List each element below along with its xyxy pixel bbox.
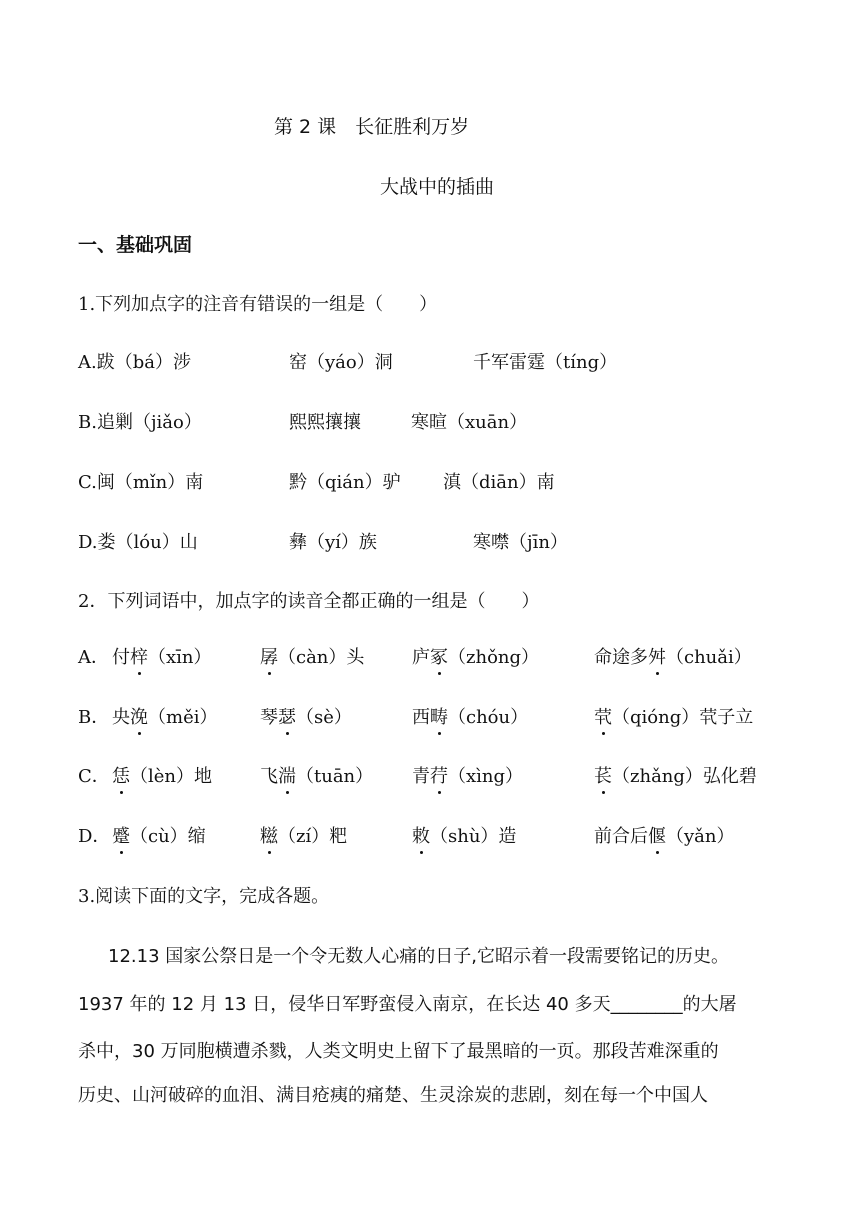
option-c-item-1: C.闽（mǐn）南: [78, 472, 204, 493]
dotted-char: 茕: [594, 707, 612, 728]
passage-line-2: 1937 年的 12 月 13 日，侵华日军野蛮侵入南京，在长达 40 多天________的大屠: [78, 994, 737, 1015]
lesson-title: 第 2 课 长征胜利万岁: [274, 116, 470, 138]
word-item: 敕（shù）造: [412, 826, 517, 847]
option-c-item-2: 黔（qián）驴: [289, 472, 401, 493]
word-item: 苌（zhǎng）弘化碧: [594, 766, 757, 787]
dotted-char: 舛: [648, 647, 666, 668]
word-item: 付梓（xīn）: [112, 647, 212, 668]
dotted-char: 荇: [430, 766, 448, 787]
question-3-stem: 3.阅读下面的文字，完成各题。: [78, 886, 330, 907]
dotted-char: 糍: [260, 826, 278, 847]
word-item: 蹙（cù）缩: [112, 826, 206, 847]
option-b-item-3: 寒暄（xuān）: [411, 412, 528, 433]
word-item: 西畴（chóu）: [412, 707, 529, 728]
dotted-char: 瑟: [278, 707, 296, 728]
word-item: 琴瑟（sè）: [260, 707, 352, 728]
passage-line-1: 12.13 国家公祭日是一个令无数人心痛的日子,它昭示着一段需要铭记的历史。: [108, 946, 729, 967]
word-item: 糍（zí）粑: [260, 826, 348, 847]
dotted-char: 浼: [130, 707, 148, 728]
passage-line-4: 历史、山河破碎的血泪、满目疮痍的痛楚、生灵涂炭的悲剧，刻在每一个中国人: [78, 1085, 708, 1106]
option-d-item-3: 寒噤（jīn）: [473, 532, 568, 553]
dotted-char: 冢: [430, 647, 448, 668]
dotted-char: 孱: [260, 647, 278, 668]
dotted-char: 苌: [594, 766, 612, 787]
lesson-subtitle: 大战中的插曲: [380, 176, 495, 198]
word-item: 央浼（měi）: [112, 707, 218, 728]
option-d-item-2: 彝（yí）族: [289, 532, 377, 553]
section-heading-basics: 一、基础巩固: [78, 234, 193, 256]
word-item: 命途多舛（chuǎi）: [594, 647, 752, 668]
question-2-stem: 2．下列词语中，加点字的读音全都正确的一组是（ ）: [78, 591, 540, 612]
option-label: D．: [78, 826, 111, 847]
word-item: 孱（càn）头: [260, 647, 365, 668]
dotted-char: 偃: [648, 826, 666, 847]
word-item: 前合后偃（yǎn）: [594, 826, 735, 847]
dotted-char: 湍: [278, 766, 296, 787]
dotted-char: 恁: [112, 766, 130, 787]
word-item: 飞湍（tuān）: [260, 766, 374, 787]
question-1-stem: 1.下列加点字的注音有错误的一组是（ ）: [78, 294, 438, 315]
option-a-item-1: A.跋（bá）涉: [78, 352, 191, 373]
dotted-char: 梓: [130, 647, 148, 668]
dotted-char: 畴: [430, 707, 448, 728]
dotted-char: 敕: [412, 826, 430, 847]
passage-line-3: 杀中，30 万同胞横遭杀戮，人类文明史上留下了最黑暗的一页。那段苦难深重的: [78, 1041, 719, 1062]
option-a-item-2: 窑（yáo）洞: [289, 352, 393, 373]
word-item: 茕（qióng）茕子立: [594, 707, 754, 728]
option-a-item-3: 千军雷霆（tíng）: [473, 352, 618, 373]
word-item: 青荇（xìng）: [412, 766, 524, 787]
option-c-item-3: 滇（diān）南: [443, 472, 555, 493]
option-d-item-1: D.娄（lóu）山: [78, 532, 198, 553]
option-label: B．: [78, 707, 110, 728]
option-b-item-2: 熙熙攘攘: [289, 412, 361, 433]
option-label: C．: [78, 766, 110, 787]
word-item: 庐冢（zhǒng）: [412, 647, 540, 668]
option-label: A．: [78, 647, 109, 668]
option-b-item-1: B.追剿（jiǎo）: [78, 412, 202, 433]
word-item: 恁（lèn）地: [112, 766, 213, 787]
dotted-char: 蹙: [112, 826, 130, 847]
